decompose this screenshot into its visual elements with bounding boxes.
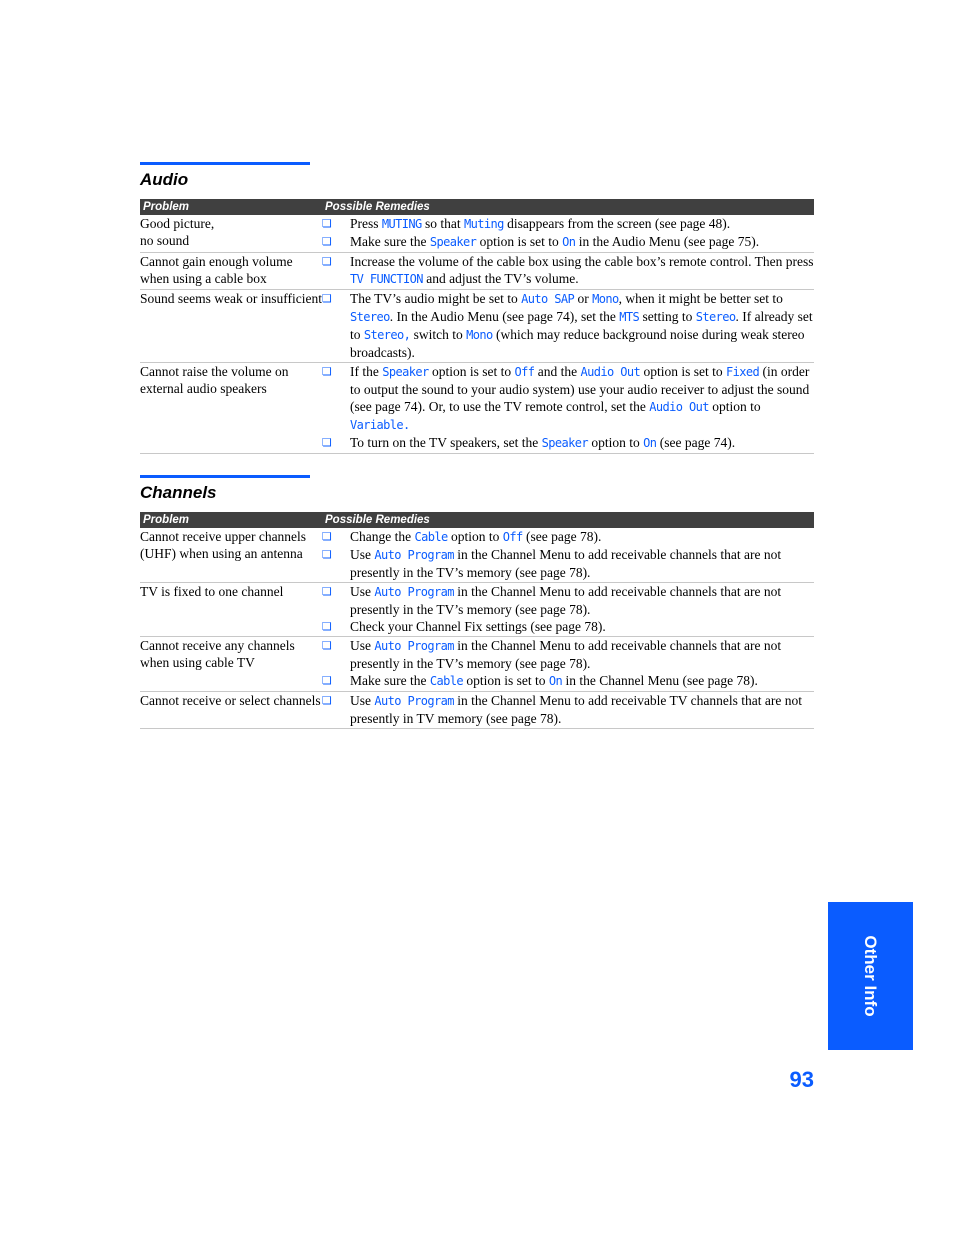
problem-cell: Good picture, no sound [140, 215, 322, 253]
menu-keyword: Speaker [382, 365, 429, 379]
menu-keyword: On [548, 674, 563, 688]
remedy-text: , when it might be better set to [618, 291, 783, 306]
remedy-text: Use [350, 584, 375, 599]
menu-keyword: On [562, 235, 576, 249]
remedy-text: The TV’s audio might be set to [350, 291, 522, 306]
remedy-text: (see page 74). [656, 435, 736, 450]
remedies-cell [322, 528, 814, 583]
list-item [322, 528, 814, 546]
problem-cell: Cannot receive or select channels [140, 692, 322, 729]
list-item [322, 233, 814, 251]
remedies-list [322, 215, 814, 251]
list-item [322, 215, 814, 233]
column-header-problem: Problem [140, 199, 322, 215]
table-body [140, 528, 814, 729]
remedy-text: switch to [410, 327, 467, 342]
page-number: 93 [789, 1067, 814, 1092]
menu-keyword: Speaker [429, 235, 477, 249]
menu-keyword: Auto Program [374, 585, 454, 599]
audio-section [140, 162, 814, 454]
remedy-text: setting to [639, 309, 696, 324]
remedy-text: in the Audio Menu (see page 75). [575, 234, 760, 249]
side-tab-other-info [828, 902, 913, 1050]
checkbox-bullet-icon: ❏ [322, 585, 332, 598]
remedy-text: Use [350, 547, 375, 562]
remedy-text: (which may reduce background noise during weak stereo broadcasts). [350, 327, 805, 360]
menu-keyword: Off [502, 530, 523, 544]
remedy-text: (see page 78). [522, 529, 602, 544]
remedy-text: and adjust the TV’s volume. [422, 271, 579, 286]
remedy-text: or [574, 291, 593, 306]
remedies-cell [322, 363, 814, 454]
menu-keyword: Auto Program [374, 694, 454, 708]
checkbox-bullet-icon: ❏ [322, 674, 332, 687]
table-row [140, 528, 814, 583]
checkbox-bullet-icon: ❏ [322, 217, 332, 230]
remedy-text: option is set to [462, 673, 549, 688]
remedy-text: To turn on the TV speakers, set the [350, 435, 542, 450]
menu-keyword: Variable. [350, 418, 410, 432]
list-item [322, 363, 814, 434]
problem-cell: Sound seems weak or insufficient [140, 290, 322, 363]
remedy-text: . If already set to [350, 309, 813, 342]
menu-keyword: MTS [619, 310, 640, 324]
column-header-problem: Problem [140, 512, 322, 528]
list-item [322, 618, 814, 635]
list-item [322, 672, 814, 690]
channels-table [140, 512, 814, 729]
menu-keyword: Fixed [726, 365, 760, 379]
list-item [322, 290, 814, 361]
checkbox-bullet-icon: ❏ [322, 620, 332, 633]
menu-keyword: Auto Program [374, 548, 454, 562]
menu-keyword: Muting [464, 217, 504, 231]
remedy-text: Change the [350, 529, 415, 544]
section-title: Audio [140, 170, 189, 189]
remedy-text: (in order to output the sound to your audio system) use your audio receiver to adjust the sound (see page 74). Or, to use the TV remote control, set the [350, 364, 810, 414]
checkbox-bullet-icon: ❏ [322, 255, 332, 268]
menu-keyword: Cable [414, 530, 448, 544]
remedies-list [322, 583, 814, 635]
menu-keyword: Stereo [695, 310, 736, 324]
remedies-cell [322, 583, 814, 637]
menu-keyword: Cable [429, 674, 463, 688]
menu-keyword: Speaker [541, 436, 589, 450]
problem-cell: Cannot raise the volume on external audio speakers [140, 363, 322, 454]
remedy-text: in the Channel Menu to add receivable channels that are not presently in the TV’s memory (see page 78). [350, 638, 782, 671]
list-item [322, 637, 814, 672]
remedy-text: option to [588, 435, 644, 450]
table-row [140, 637, 814, 692]
remedy-text: . In the Audio Menu (see page 74), set the [389, 309, 620, 324]
remedies-list [322, 290, 814, 361]
problem-cell: Cannot receive any channels when using cable TV [140, 637, 322, 692]
checkbox-bullet-icon: ❏ [322, 235, 332, 248]
remedy-text: in the Channel Menu to add receivable channels that are not presently in the TV’s memory (see page 78). [350, 584, 782, 617]
remedy-text: Use [350, 638, 375, 653]
menu-keyword: Mono [592, 292, 619, 306]
checkbox-bullet-icon: ❏ [322, 548, 332, 561]
remedy-text: option to [447, 529, 503, 544]
table-row [140, 253, 814, 290]
side-tab-label: Other Info [861, 935, 880, 1017]
list-item [322, 253, 814, 288]
remedy-text: If the [350, 364, 383, 379]
remedies-cell [322, 290, 814, 363]
checkbox-bullet-icon: ❏ [322, 694, 332, 707]
menu-keyword: Auto SAP [521, 292, 575, 306]
remedy-text: Increase the volume of the cable box using the cable box’s remote control. Then press [350, 254, 814, 269]
checkbox-bullet-icon: ❏ [322, 639, 332, 652]
section-rule [140, 475, 310, 478]
remedy-text: and the [534, 364, 581, 379]
list-item [322, 583, 814, 618]
problem-cell: Cannot receive upper channels (UHF) when using an antenna [140, 528, 322, 583]
remedy-text: so that [421, 216, 465, 231]
table-row [140, 363, 814, 454]
checkbox-bullet-icon: ❏ [322, 365, 332, 378]
remedy-text: Make sure the [350, 234, 430, 249]
menu-keyword: On [643, 436, 657, 450]
list-item [322, 546, 814, 581]
menu-keyword: Off [514, 365, 535, 379]
checkbox-bullet-icon: ❏ [322, 436, 332, 449]
remedy-text: in the Channel Menu (see page 78). [562, 673, 758, 688]
checkbox-bullet-icon: ❏ [322, 292, 332, 305]
remedies-list [322, 253, 814, 288]
list-item [322, 692, 814, 727]
channels-section [140, 475, 814, 729]
menu-keyword: Audio Out [580, 365, 641, 379]
problem-cell: Cannot gain enough volume when using a cable box [140, 253, 322, 290]
remedy-text: option is set to [476, 234, 563, 249]
remedies-cell [322, 692, 814, 729]
remedy-text: in the Channel Menu to add receivable channels that are not presently in the TV’s memory (see page 78). [350, 547, 782, 580]
menu-keyword: Audio Out [649, 400, 709, 414]
list-item [322, 434, 814, 452]
remedies-list [322, 528, 814, 581]
remedy-text: option to [708, 399, 761, 414]
checkbox-bullet-icon: ❏ [322, 530, 332, 543]
audio-table [140, 199, 814, 454]
table-header [140, 512, 814, 528]
remedies-list [322, 692, 814, 727]
table-header [140, 199, 814, 215]
remedy-text: disappears from the screen (see page 48). [503, 216, 731, 231]
section-rule [140, 162, 310, 165]
remedies-cell [322, 253, 814, 290]
table-row [140, 692, 814, 729]
remedies-cell [322, 637, 814, 692]
section-title: Channels [140, 483, 217, 502]
remedy-text: Check your Channel Fix settings (see page 78). [350, 619, 606, 634]
remedies-list [322, 363, 814, 452]
remedy-text: Make sure the [350, 673, 430, 688]
remedy-text: option is set to [640, 364, 727, 379]
remedy-text: Press [350, 216, 382, 231]
remedy-text: option is set to [428, 364, 515, 379]
table-body [140, 215, 814, 454]
table-row [140, 215, 814, 253]
column-header-remedies: Possible Remedies [322, 199, 814, 215]
menu-keyword: Auto Program [374, 639, 454, 653]
menu-keyword: Mono [466, 328, 493, 342]
table-row [140, 290, 814, 363]
menu-keyword: MUTING [381, 217, 422, 231]
remedy-text: Use [350, 693, 375, 708]
table-row [140, 583, 814, 637]
column-header-remedies: Possible Remedies [322, 512, 814, 528]
menu-keyword: TV FUNCTION [350, 272, 423, 286]
remedies-list [322, 637, 814, 690]
menu-keyword: Stereo [350, 310, 390, 324]
menu-keyword: Stereo, [363, 328, 411, 342]
problem-cell: TV is fixed to one channel [140, 583, 322, 637]
remedy-text: in the Channel Menu to add receivable TV channels that are not presently in TV memory (see page 78). [350, 693, 803, 726]
remedies-cell [322, 215, 814, 253]
